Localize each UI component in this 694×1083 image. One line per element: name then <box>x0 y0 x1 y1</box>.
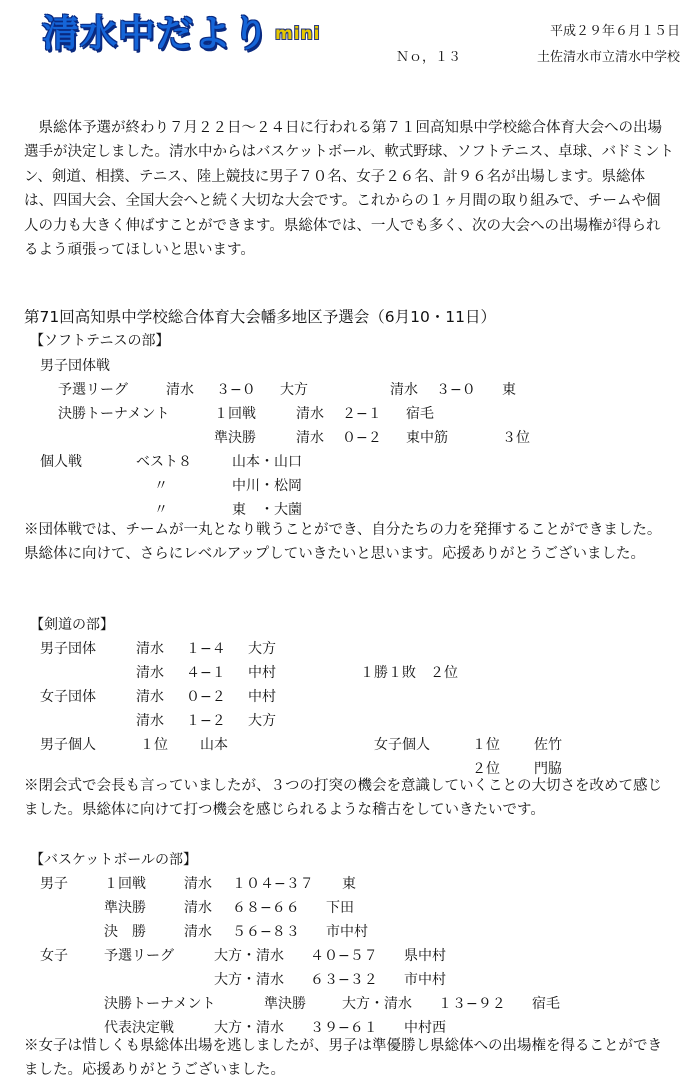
basketball-boys-label: 男子 <box>40 876 68 892</box>
tournament-heading: 第71回高知県中学校総合体育大会幡多地区予選会（6月10・11日） <box>24 308 497 326</box>
result-opponent: 宿毛 <box>406 406 434 422</box>
kendo-girls-team-label: 女子団体 <box>40 689 96 705</box>
ditto-mark: 〃 <box>154 502 168 518</box>
tennis-individual-label: 個人戦 <box>40 454 82 470</box>
result-opponent: 大方 <box>248 641 276 657</box>
newsletter-title <box>42 14 320 54</box>
result-score: ３−０ <box>216 382 256 398</box>
basketball-league-label: 予選リーグ <box>104 948 174 964</box>
kendo-girls-individual-label: 女子個人 <box>374 737 430 753</box>
kendo-boys-team-result: １勝１敗 ２位 <box>360 665 458 681</box>
school-name: 土佐清水市立清水中学校 <box>536 50 680 65</box>
basketball-rep-label: 代表決定戦 <box>104 1020 174 1036</box>
section-title-kendo: 【剣道の部】 <box>30 617 114 633</box>
basketball-tournament-label: 決勝トーナメント <box>104 996 216 1012</box>
result-opponent: 市中村 <box>404 972 446 988</box>
result-place: ２位 <box>472 761 500 777</box>
basketball-comment: ※女子は惜しくも県総体出場を逃しましたが、男子は準優勝し県総体への出場権を得ることができました。応援ありがとうございました。 <box>24 1038 662 1079</box>
result-score: ３９−６１ <box>310 1020 378 1036</box>
issue-number: Ｎｏ，１３ <box>396 50 462 65</box>
result-team: 清水 <box>296 406 324 422</box>
player-name: 佐竹 <box>534 737 562 753</box>
result-team: 大方・清水 <box>214 972 284 988</box>
result-score: ４０−５７ <box>310 948 378 964</box>
player-pair: 山本・山口 <box>232 454 302 470</box>
result-score: ０−２ <box>342 430 382 446</box>
result-opponent: 大方 <box>248 713 276 729</box>
result-opponent: 宿毛 <box>532 996 560 1012</box>
result-opponent: 県中村 <box>404 948 446 964</box>
tennis-league-label: 予選リーグ <box>58 382 128 398</box>
section-title-basketball: 【バスケットボールの部】 <box>30 852 198 868</box>
result-score: ２−１ <box>342 406 382 422</box>
result-team: 大方・清水 <box>342 996 412 1012</box>
result-opponent: 中村 <box>248 665 276 681</box>
newsletter-title-text: 清水中だより <box>42 12 270 55</box>
result-team: 大方・清水 <box>214 948 284 964</box>
result-round: 準決勝 <box>214 430 256 446</box>
newsletter-title-suffix: mini <box>275 24 321 44</box>
result-opponent: 東 <box>502 382 516 398</box>
intro-paragraph: 県総体予選が終わり７月２２日〜２４日に行われる第７１回高知県中学校総合体育大会への出場選手が決定しました。清水中からはバスケットボール、軟式野球、ソフトテニス、卓球、バドミントン、剣道、相撲、テニス、陸上競技に男子７０名、女子２６名、計９６名が出場します。県総体は、四国大会、全国大会へと続く大切な大会です。これからの１ヶ月間の取り組みで、チームや個人の力も大きく伸ばすことができます。県総体では、一人でも多く、次の大会への出場権が得られるよう頑張ってほしいと思います。 <box>24 120 674 259</box>
player-pair: 東 ・大薗 <box>232 502 302 518</box>
result-team: 清水 <box>184 900 212 916</box>
result-score: １０４−３７ <box>232 876 314 892</box>
result-team: 清水 <box>136 689 164 705</box>
result-place: １位 <box>140 737 168 753</box>
result-opponent: 東 <box>342 876 356 892</box>
result-team: 清水 <box>390 382 418 398</box>
section-title-soft-tennis: 【ソフトテニスの部】 <box>30 333 170 349</box>
result-round: １回戦 <box>104 876 146 892</box>
result-round: 準決勝 <box>264 996 306 1012</box>
result-round: １回戦 <box>214 406 256 422</box>
kendo-boys-team-label: 男子団体 <box>40 641 96 657</box>
result-score: ４−１ <box>186 665 226 681</box>
tennis-tournament-label: 決勝トーナメント <box>58 406 170 422</box>
result-score: ５６−８３ <box>232 924 300 940</box>
result-round: 決 勝 <box>104 924 146 940</box>
result-score: ６８−６６ <box>232 900 300 916</box>
tennis-comment: ※団体戦では、チームが一丸となり戦うことができ、自分たちの力を発揮することができました。県総体に向けて、さらにレベルアップしていきたいと思います。応援ありがとうございました。 <box>24 522 662 563</box>
result-score: ０−２ <box>186 689 226 705</box>
result-round: 準決勝 <box>104 900 146 916</box>
result-score: １−２ <box>186 713 226 729</box>
result-team: 清水 <box>184 876 212 892</box>
result-score: ６３−３２ <box>310 972 378 988</box>
player-name: 山本 <box>200 737 228 753</box>
result-opponent: 市中村 <box>326 924 368 940</box>
basketball-girls-label: 女子 <box>40 948 68 964</box>
tennis-team-label: 男子団体戦 <box>40 358 110 374</box>
result-opponent: 下田 <box>326 900 354 916</box>
result-team: 清水 <box>184 924 212 940</box>
result-team: 清水 <box>136 665 164 681</box>
tennis-best8-label: ベスト８ <box>136 454 192 470</box>
result-opponent: 東中筋 <box>406 430 448 446</box>
result-score: １３−９２ <box>438 996 506 1012</box>
issue-date: 平成２９年６月１５日 <box>549 24 680 39</box>
kendo-comment: ※閉会式で会長も言っていましたが、３つの打突の機会を意識していくことの大切さを改めて感じました。県総体に向けて打つ機会を感じられるような稽古をしていきたいです。 <box>24 778 662 819</box>
result-team: 大方・清水 <box>214 1020 284 1036</box>
result-team: 清水 <box>296 430 324 446</box>
result-opponent: 大方 <box>280 382 308 398</box>
result-team: 清水 <box>136 641 164 657</box>
result-place: １位 <box>472 737 500 753</box>
player-pair: 中川・松岡 <box>232 478 302 494</box>
player-name: 門脇 <box>534 761 562 777</box>
result-score: １−４ <box>186 641 226 657</box>
kendo-boys-individual-label: 男子個人 <box>40 737 96 753</box>
result-score: ３−０ <box>436 382 476 398</box>
ditto-mark: 〃 <box>154 478 168 494</box>
result-team: 清水 <box>136 713 164 729</box>
result-place: ３位 <box>502 430 530 446</box>
result-opponent: 中村 <box>248 689 276 705</box>
result-team: 清水 <box>166 382 194 398</box>
result-opponent: 中村西 <box>404 1020 446 1036</box>
